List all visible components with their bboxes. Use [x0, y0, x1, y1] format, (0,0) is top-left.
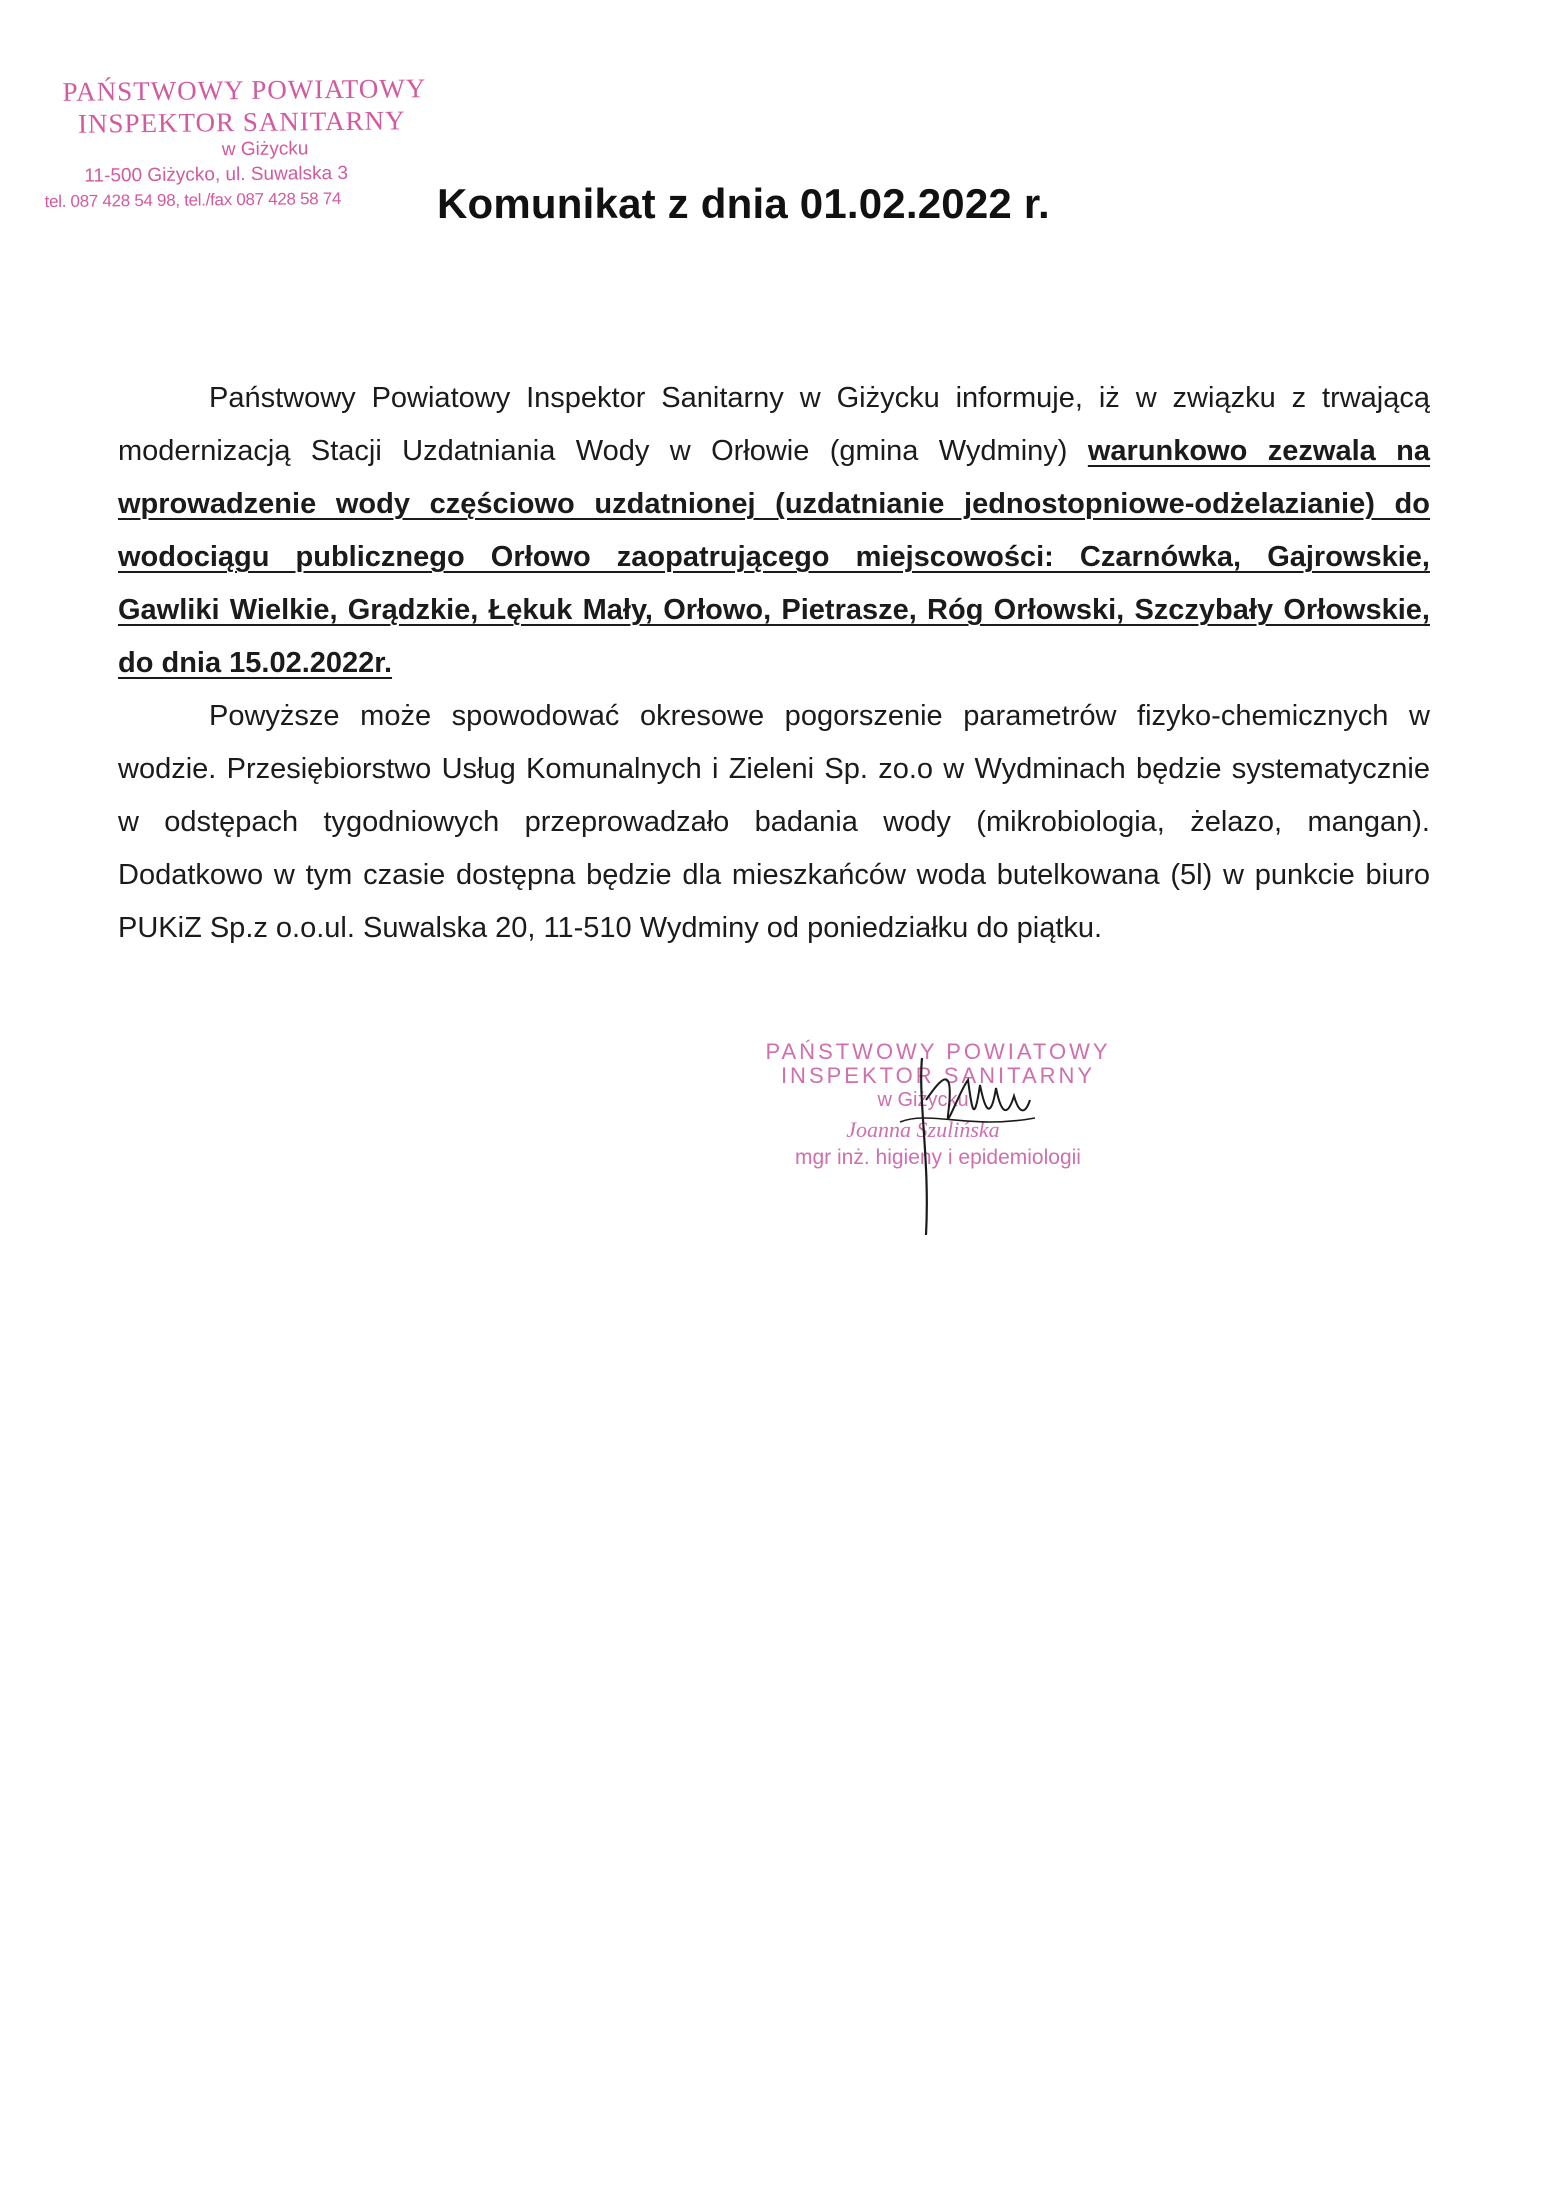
paragraph-consequences: Powyższe może spowodować okresowe pogorszenie parametrów fizyko-chemicznych w wodzie. Przesiębiorstwo Usług Komunalnych i Zieleni Sp. zo.o w Wydminach będzie systematycznie w odstępach tygodniowych przeprowadzało badania wody (mikrobiologia, żelazo, mangan). Dodatkowo w tym czasie dostępna będzie dla mieszkańców woda butelkowana (5l) w punkcie biuro PUKiZ Sp.z o.o.ul. Suwalska 20, 11-510 Wydminy od poniedziałku do piątku.	[118, 700, 1430, 944]
document-title: Komunikat z dnia 01.02.2022 r.	[437, 180, 1050, 227]
paragraph-announcement	[118, 372, 1430, 690]
stamp-line-city: w Giżycku	[221, 138, 309, 161]
stamp-line-institution: PAŃSTWOWY POWIATOWY	[62, 73, 427, 107]
handwritten-signature	[860, 1040, 1060, 1240]
header-stamp	[44, 72, 440, 214]
signature-stamp-title: mgr inż. higieny i epidemiologii	[795, 1146, 1081, 1169]
stamp-line-role: INSPEKTOR SANITARNY	[77, 105, 406, 139]
signature-stamp-name: Joanna Szulińska	[846, 1117, 1000, 1142]
stamp-line-phone: tel. 087 428 54 98, tel./fax 087 428 58 74	[44, 188, 342, 212]
signature-stamp-institution: PAŃSTWOWY POWIATOWY	[765, 1039, 1111, 1064]
stamp-line-address: 11-500 Giżycko, ul. Suwalska 3	[84, 162, 349, 187]
document-body	[118, 372, 1430, 955]
signature-stamp-role: INSPEKTOR SANITARNY	[780, 1063, 1096, 1088]
signature-stamp-city: w Giżycku	[877, 1089, 969, 1111]
paragraph-announcement-intro: Państwowy Powiatowy Inspektor Sanitarny w Giżycku informuje, iż w związku z trwającą modernizacją Stacji Uzdatniania Wody w Orłowie (gmina Wydminy)	[118, 382, 1430, 467]
paragraph-announcement-emphasis: warunkowo zezwala na wprowadzenie wody częściowo uzdatnionej (uzdatnianie jednostopniowe-odżelazianie) do wodociągu publicznego Orłowo zaopatrującego miejscowości: Czarnówka, Gajrowskie, Gawliki Wielkie, Grądzkie, Łękuk Mały, Orłowo, Pietrasze, Róg Orłowski, Szczybały Orłowskie, do dnia 15.02.2022r.	[118, 435, 1430, 679]
